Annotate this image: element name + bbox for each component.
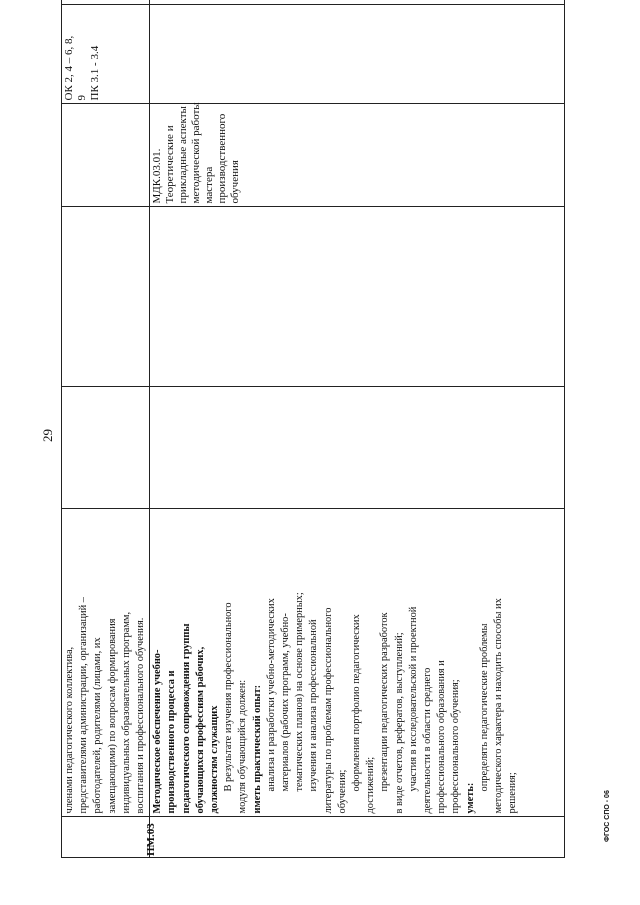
title-line: обучающихся профессиям рабочих, xyxy=(194,646,206,814)
body-line: материалов (рабочих программ, учебно- xyxy=(280,613,292,792)
body-line: определять педагогические проблемы xyxy=(478,623,490,792)
competencies-cell xyxy=(62,5,150,104)
description-cell xyxy=(62,509,150,858)
text-line: замещающими) по вопросам формирования xyxy=(106,618,118,814)
body-line: тематических планов) на основе примерных; xyxy=(294,592,306,792)
mdk-line: МДК.03.01. xyxy=(151,148,164,204)
competency-line: 9 xyxy=(76,95,88,101)
text-line: членами педагогического коллектива, xyxy=(64,646,75,814)
hours-required-cell xyxy=(150,207,565,387)
text-line: представителями администрации, организаций – xyxy=(78,597,90,814)
module-code: ПМ.03 xyxy=(145,823,157,856)
body-line: обучения; xyxy=(336,769,348,814)
body-line: деятельности в области среднего xyxy=(422,667,434,814)
hours-max-cell xyxy=(62,387,150,509)
spare-cell xyxy=(150,0,565,5)
body-line: модуля обучающийся должен: xyxy=(237,679,249,814)
mdk-line: производственного xyxy=(216,113,229,204)
body-line: изучения и анализа профессиональной xyxy=(308,619,320,792)
mdk-line: мастера xyxy=(203,166,216,204)
table-row-pm03 xyxy=(150,0,565,858)
body-line: в виде отчетов, рефератов, выступлений; xyxy=(393,632,405,814)
module-title xyxy=(151,513,222,814)
mdk-line: прикладные аспекты xyxy=(177,106,190,204)
table-row-continuation xyxy=(62,0,150,858)
title-line: Методическое обеспечение учебно- xyxy=(152,649,164,814)
curriculum-table xyxy=(61,30,559,858)
hours-max-cell xyxy=(150,387,565,509)
body-line: методического характера и находить способы их xyxy=(493,598,505,814)
mdk-line: обучения xyxy=(229,160,242,204)
title-line: производственного процесса и xyxy=(166,670,178,814)
mdk-line: методической работы xyxy=(190,102,203,204)
footer-text: ФГОС СПО - 06 xyxy=(604,790,611,842)
competency-line: ОК 2, 4 – 6, 8, xyxy=(63,35,75,101)
text-line: индивидуальных образовательных программ, xyxy=(120,611,132,814)
page-number: 29 xyxy=(40,429,55,442)
competency-line: ПК 3.1 - 3.4 xyxy=(89,45,101,101)
module-body xyxy=(222,513,520,814)
body-line: В результате изучения профессионального xyxy=(223,602,235,792)
title-line: должностям служащих xyxy=(209,705,221,814)
body-line: анализа и разработки учебно-методических xyxy=(265,598,277,792)
body-line: достижений; xyxy=(365,756,377,814)
pm03-description-cell xyxy=(150,509,565,858)
text-line: воспитания и профессионального обучения. xyxy=(135,617,147,814)
mdk-line: Теоретические и xyxy=(164,125,177,204)
title-line: педагогического сопровождения группы xyxy=(180,623,192,814)
continuation-text xyxy=(63,513,148,814)
mdk-text xyxy=(151,102,242,204)
body-line: решения; xyxy=(507,772,519,814)
body-line: уметь: xyxy=(464,782,476,814)
body-line: оформления портфолио педагогических xyxy=(351,614,363,792)
spare-cell xyxy=(62,0,150,5)
mdk-cell xyxy=(150,104,565,207)
hours-required-cell xyxy=(62,207,150,387)
competencies-cell xyxy=(150,5,565,104)
mdk-cell xyxy=(62,104,150,207)
body-line: презентации педагогических разработок xyxy=(379,612,391,792)
text-line: работодателей, родителями (лицами, их xyxy=(92,637,104,814)
competencies-text xyxy=(63,9,102,101)
body-line: профессионального обучения; xyxy=(450,679,462,814)
body-line: участия в исследовательской и проектной xyxy=(407,606,419,792)
body-line: профессионального образования и xyxy=(436,660,448,814)
body-line: литературы по проблемам профессионального xyxy=(322,607,334,814)
body-line: иметь практический опыт: xyxy=(251,684,263,814)
